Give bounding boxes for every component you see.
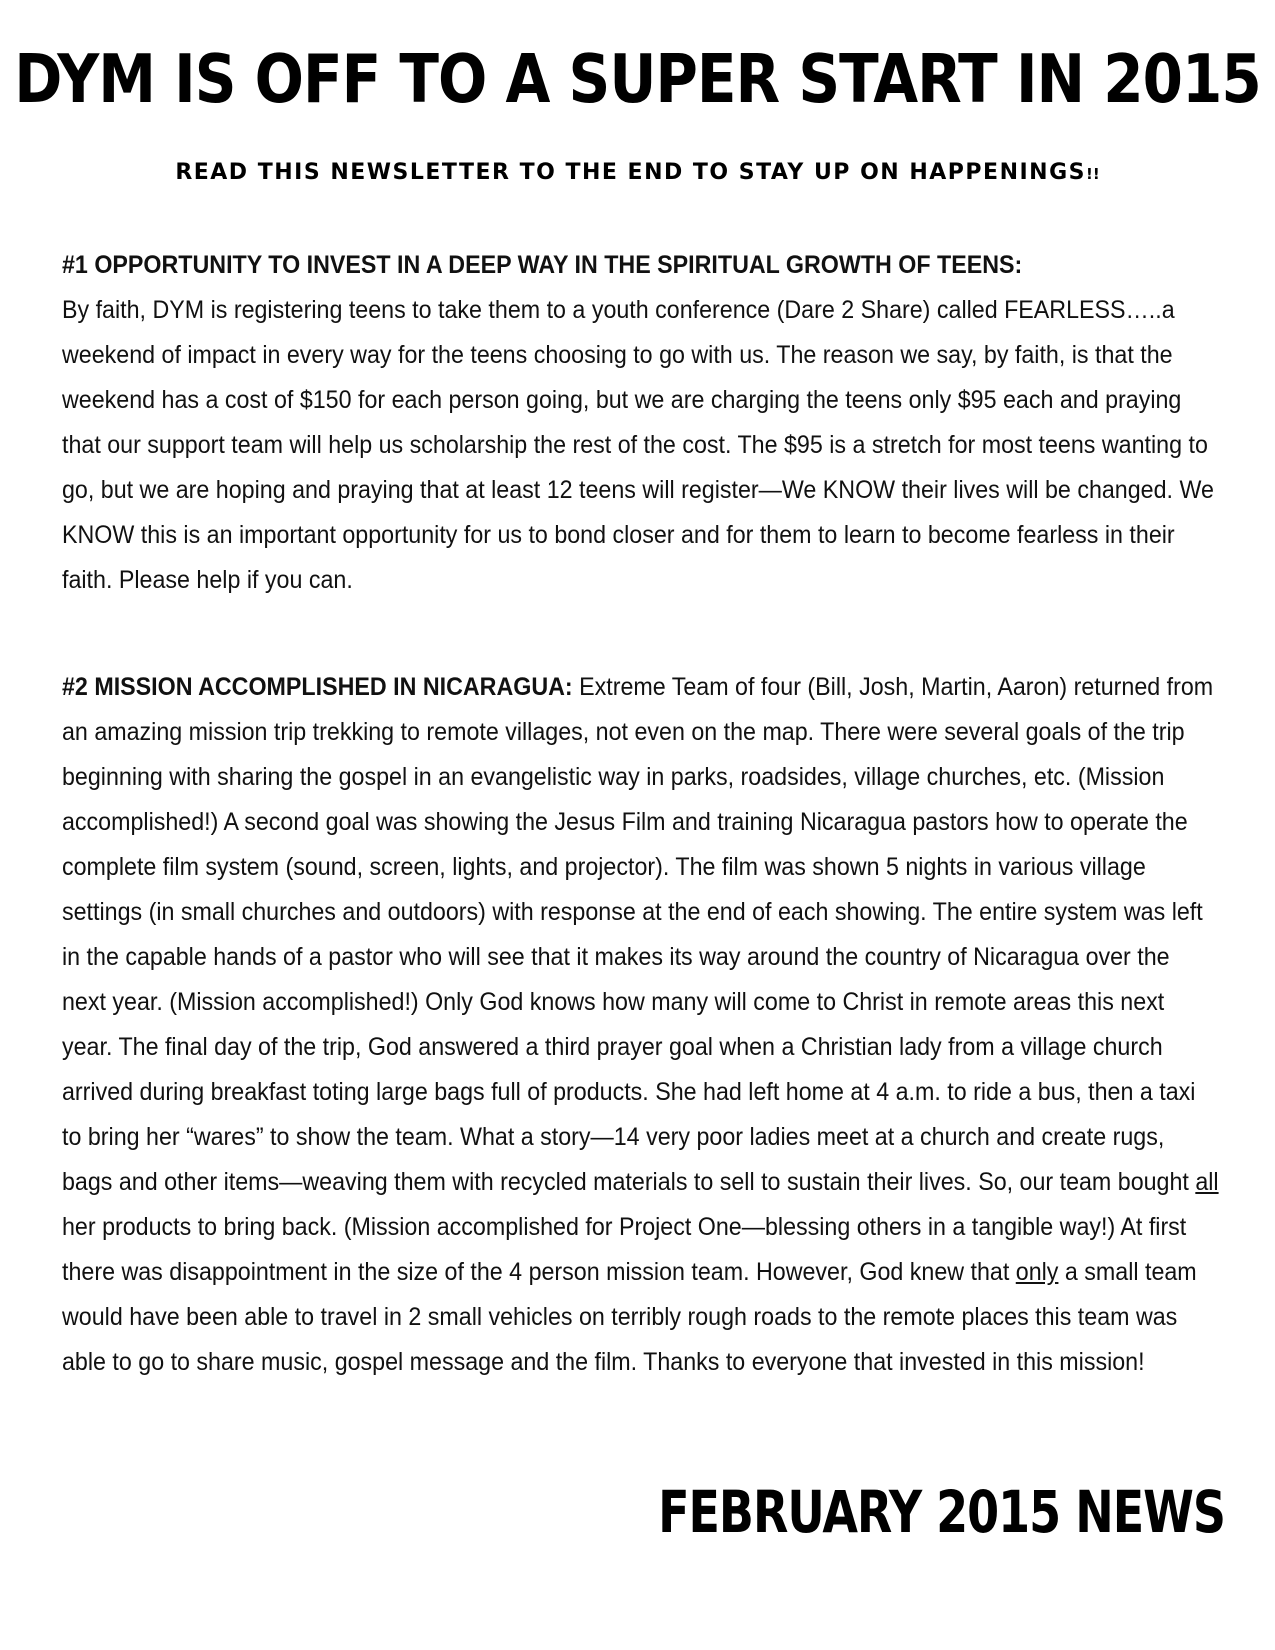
section-investment-heading: #1 OPPORTUNITY TO INVEST IN A DEEP WAY IN THE SPIRITUAL GROWTH OF TEENS: (62, 251, 1023, 279)
section-nicaragua-body-1: Extreme Team of four (Bill, Josh, Martin, Aaron) returned from an amazing mission trip trekking to remote villages, not even on the map. There were several goals of the trip beginning with sharing the gospel in an evangelistic way in parks, roadsides, village churches, etc. (Mission accomplished!) A second goal was showing the Jesus Film and training Nicaragua pastors how to operate the complete film system (sound, screen, lights, and projector). The film was shown 5 nights in various village settings (in small churches and outdoors) with response at the end of each showing. The entire system was left in the capable hands of a pastor who will see that it makes its way around the country of Nicaragua over the next year. (Mission accomplished!) Only God knows how many will come to Christ in remote areas this next year. The final day of the trip, God answered a third prayer goal when a Christian lady from a village church arrived during breakfast toting large bags full of products. She had left home at 4 a.m. to ride a bus, then a taxi to bring her “wares” to show the team. What a story—14 very poor ladies meet at a church and create rugs, bags and other items—weaving them with recycled materials to sell to sustain their lives. So, our team bought (62, 673, 1214, 1196)
newsletter-subtitle (0, 160, 1275, 185)
section-nicaragua (62, 665, 1220, 1385)
section-investment-body: By faith, DYM is registering teens to take them to a youth conference (Dare 2 Share) called FEARLESS…..a weekend of impact in every way for the teens choosing to go with us. The reason we say, by faith, is that the weekend has a cost of $150 for each person going, but we are charging the teens only $95 each and praying that our support team will help us scholarship the rest of the cost. The $95 is a stretch for most teens wanting to go, but we are hoping and praying that at least 12 teens will register—We KNOW their lives will be changed. We KNOW this is an important opportunity for us to bond closer and for them to learn to become fearless in their faith. Please help if you can. (62, 296, 1214, 594)
section-investment (62, 243, 1220, 603)
subtitle-exclamation: !! (1086, 165, 1100, 183)
newsletter-title: DYM IS OFF TO A SUPER START IN 2015 (14, 40, 1261, 119)
section-nicaragua-body-2: her products to bring back. (Mission accomplished for Project One—blessing others in a tangible way!) At first there was disappointment in the size of the 4 person mission team. However, God knew that (62, 1213, 1187, 1286)
section-investment-paragraph (62, 243, 1220, 603)
underlined-word-all: all (1195, 1168, 1219, 1196)
section-nicaragua-paragraph (62, 665, 1220, 1385)
subtitle-text: READ THIS NEWSLETTER TO THE END TO STAY UP ON HAPPENINGS (175, 160, 1086, 185)
section-nicaragua-body-3: a small team would have been able to travel in 2 small vehicles on terribly rough roads to the remote places this team was able to go to share music, gospel message and the film. Thanks to everyone that invested in this mission! (62, 1258, 1197, 1376)
newsletter-date-footer: FEBRUARY 2015 NEWS (658, 1478, 1225, 1546)
section-nicaragua-heading: #2 MISSION ACCOMPLISHED IN NICARAGUA: (62, 673, 573, 701)
underlined-word-only: only (1015, 1258, 1059, 1286)
